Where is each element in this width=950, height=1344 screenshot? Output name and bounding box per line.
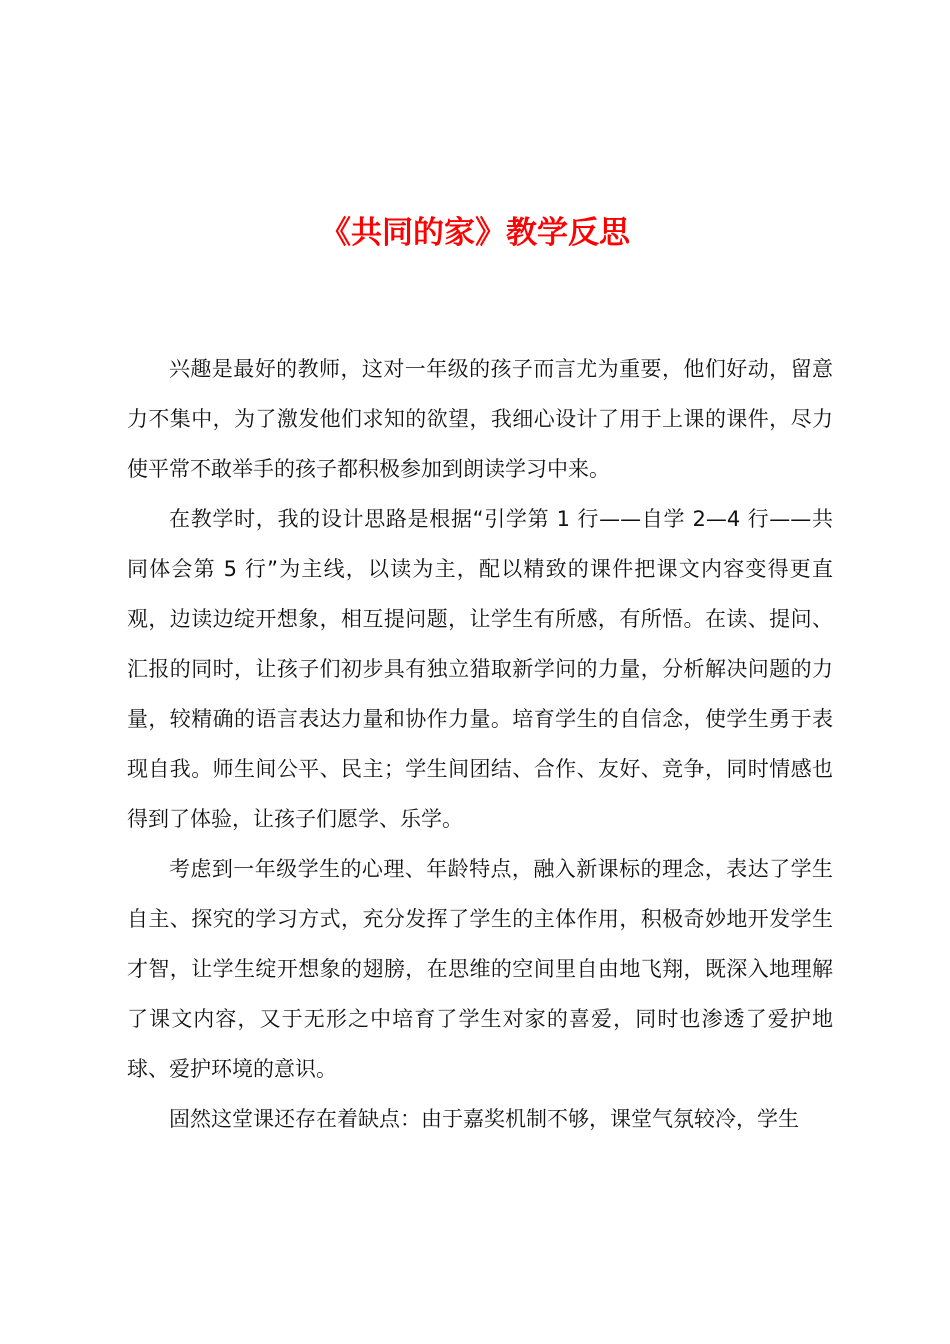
document-body [127, 344, 833, 1144]
paragraph-2: 在教学时，我的设计思路是根据“引学第 1 行——自学 2—4 行——共同体会第 5 行”为主线，以读为主，配以精致的课件把课文内容变得更直观，边读边绽开想象，相互提问题，让学生有所感，有所悟。在读、提问、汇报的同时，让孩子们初步具有独立猎取新学问的力量，分析解决问题的力量，较精确的语言表达力量和协作力量。培育学生的自信念，使学生勇于表现自我。师生间公平、民主；学生间团结、合作、友好、竞争，同时情感也得到了体验，让孩子们愿学、乐学。 [127, 507, 833, 831]
paragraph-4: 固然这堂课还存在着缺点：由于嘉奖机制不够，课堂气氛较冷，学生 [169, 1107, 799, 1131]
document-title: 《共同的家》教学反思 [320, 215, 630, 251]
paragraph-3: 考虑到一年级学生的心理、年龄特点，融入新课标的理念，表达了学生自主、探究的学习方式，充分发挥了学生的主体作用，积极奇妙地开发学生才智，让学生绽开想象的翅膀，在思维的空间里自由地飞翔，既深入地理解了课文内容，又于无形之中培育了学生对家的喜爱，同时也渗透了爱护地球、爱护环境的意识。 [127, 857, 833, 1081]
paragraph-1: 兴趣是最好的教师，这对一年级的孩子而言尤为重要，他们好动，留意力不集中，为了激发他们求知的欲望，我细心设计了用于上课的课件，尽力使平常不敢举手的孩子都积极参加到朗读学习中来。 [127, 357, 833, 481]
